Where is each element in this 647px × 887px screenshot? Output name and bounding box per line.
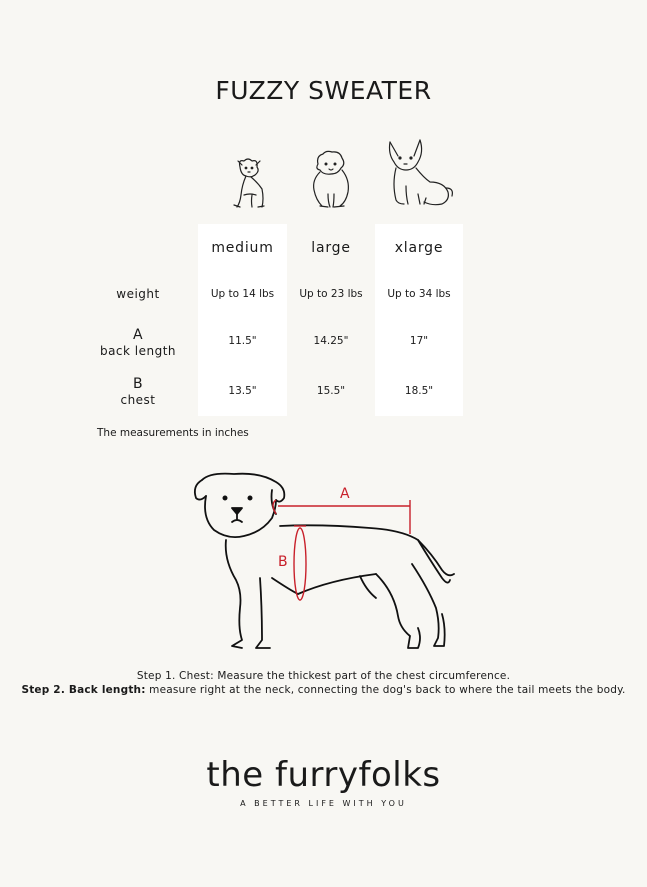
- size-header-medium: medium: [211, 240, 274, 256]
- step-2-bold: Step 2. Back length:: [21, 684, 146, 696]
- poodle-icon: [306, 150, 356, 212]
- value-back-xlarge: 17": [409, 335, 429, 347]
- value-weight-large: Up to 23 lbs: [299, 288, 363, 300]
- small-dog-icon: [224, 155, 274, 211]
- label-a: A: [132, 327, 144, 343]
- value-back-medium: 11.5": [228, 335, 257, 347]
- label-b: B: [132, 376, 144, 392]
- brand-tagline: A BETTER LIFE WITH YOU: [240, 799, 407, 808]
- value-chest-xlarge: 18.5": [404, 385, 434, 397]
- size-header-large: large: [311, 240, 351, 256]
- diagram-label-a: A: [340, 486, 350, 502]
- corgi-icon: [384, 138, 456, 210]
- value-back-large: 14.25": [313, 335, 349, 347]
- value-weight-medium: Up to 14 lbs: [210, 288, 275, 300]
- value-weight-xlarge: Up to 34 lbs: [387, 288, 451, 300]
- step-2: [0, 684, 647, 696]
- row-label-chest: [78, 376, 198, 408]
- row-label-back-length: [78, 327, 198, 359]
- page-title: FUZZY SWEATER: [215, 76, 432, 105]
- weight-label: weight: [116, 287, 160, 301]
- diagram-label-b: B: [278, 554, 288, 570]
- measurement-note: The measurements in inches: [97, 427, 249, 439]
- measurement-lines: [273, 500, 410, 600]
- chest-label: chest: [120, 393, 156, 407]
- size-header-xlarge: xlarge: [394, 240, 444, 256]
- step-2-text: measure right at the neck, connecting the dog's back to where the tail meets the body.: [145, 684, 626, 696]
- brand-logo: the furryfolks: [206, 755, 441, 795]
- value-chest-medium: 13.5": [228, 385, 257, 397]
- step-1: [0, 670, 647, 682]
- back-length-label: back length: [99, 344, 177, 358]
- step-1-text: Step 1. Chest: Measure the thickest part of the chest circumference.: [136, 670, 511, 682]
- measurement-diagram: [180, 468, 470, 663]
- value-chest-large: 15.5": [316, 385, 346, 397]
- row-label-weight: [78, 286, 198, 302]
- dog-outline: [195, 474, 454, 648]
